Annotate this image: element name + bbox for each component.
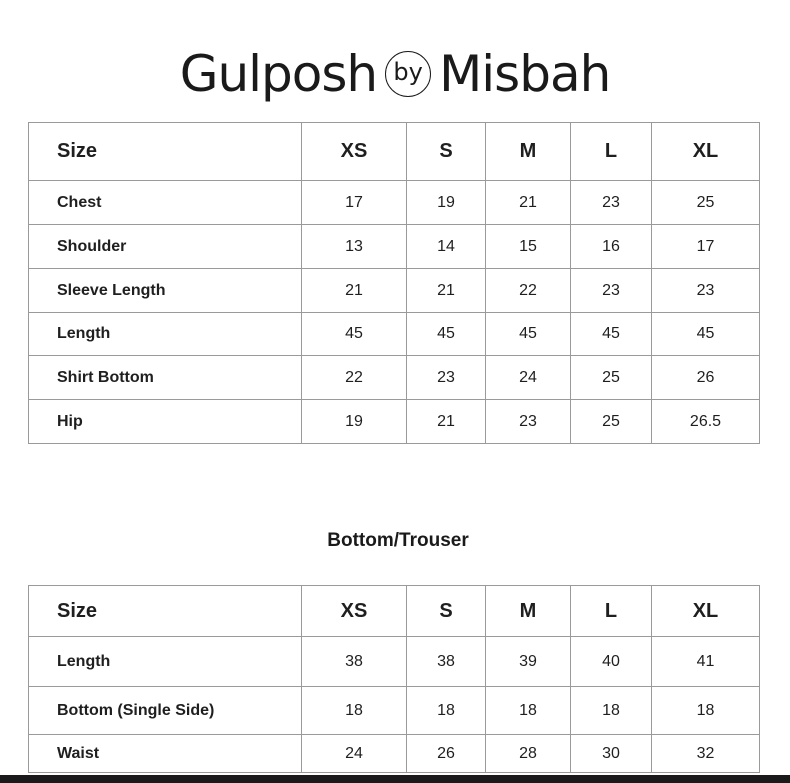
header-cell: L — [571, 123, 652, 181]
table-cell: 14 — [407, 225, 486, 269]
table-cell: 17 — [302, 181, 407, 225]
row-label: Bottom (Single Side) — [29, 687, 302, 735]
table-cell: 13 — [302, 225, 407, 269]
table-cell: 23 — [407, 356, 486, 400]
row-label: Sleeve Length — [29, 269, 302, 313]
row-label: Hip — [29, 400, 302, 444]
table-row — [29, 225, 760, 269]
table-row — [29, 269, 760, 313]
row-label: Shirt Bottom — [29, 356, 302, 400]
table-cell: 17 — [652, 225, 760, 269]
brand-by-badge — [385, 51, 431, 97]
row-label: Length — [29, 637, 302, 687]
header-cell: Size — [29, 123, 302, 181]
table-header-row — [29, 586, 760, 637]
row-label: Shoulder — [29, 225, 302, 269]
table-cell: 26 — [652, 356, 760, 400]
brand-by-text: by — [393, 58, 423, 86]
header-cell: M — [486, 586, 571, 637]
table-row — [29, 687, 760, 735]
table-row — [29, 400, 760, 444]
row-label: Length — [29, 313, 302, 356]
table-cell: 23 — [571, 181, 652, 225]
table-cell: 41 — [652, 637, 760, 687]
table-cell: 22 — [302, 356, 407, 400]
table-row — [29, 181, 760, 225]
header-cell: Size — [29, 586, 302, 637]
table-cell: 18 — [407, 687, 486, 735]
header-cell: XS — [302, 123, 407, 181]
table-cell: 18 — [652, 687, 760, 735]
table-cell: 23 — [652, 269, 760, 313]
table-cell: 19 — [302, 400, 407, 444]
table-cell: 18 — [571, 687, 652, 735]
table-cell: 26 — [407, 735, 486, 773]
brand-logo — [0, 34, 790, 114]
table-cell: 18 — [486, 687, 571, 735]
header-cell: M — [486, 123, 571, 181]
table-cell: 25 — [652, 181, 760, 225]
section-title-bottom-trouser: Bottom/Trouser — [327, 530, 469, 551]
table-cell: 30 — [571, 735, 652, 773]
table-header-row — [29, 123, 760, 181]
table-row — [29, 356, 760, 400]
header-cell: XL — [652, 123, 760, 181]
table-cell: 21 — [407, 269, 486, 313]
table-cell: 18 — [302, 687, 407, 735]
table-cell: 39 — [486, 637, 571, 687]
table-cell: 40 — [571, 637, 652, 687]
table-cell: 25 — [571, 400, 652, 444]
table-cell: 45 — [652, 313, 760, 356]
header-cell: S — [407, 586, 486, 637]
table-cell: 21 — [407, 400, 486, 444]
table-cell: 15 — [486, 225, 571, 269]
brand-name-right: Misbah — [439, 45, 611, 103]
table-row — [29, 735, 760, 773]
table-cell: 21 — [302, 269, 407, 313]
header-cell: S — [407, 123, 486, 181]
table-cell: 23 — [486, 400, 571, 444]
table-cell: 45 — [571, 313, 652, 356]
table-cell: 24 — [302, 735, 407, 773]
table-cell: 23 — [571, 269, 652, 313]
brand-name-left: Gulposh — [179, 45, 378, 103]
table-cell: 25 — [571, 356, 652, 400]
table-row — [29, 637, 760, 687]
table-cell: 28 — [486, 735, 571, 773]
table-cell: 38 — [407, 637, 486, 687]
table-cell: 45 — [486, 313, 571, 356]
table-cell: 26.5 — [652, 400, 760, 444]
table-cell: 45 — [302, 313, 407, 356]
table-cell: 21 — [486, 181, 571, 225]
table-row — [29, 313, 760, 356]
row-label: Waist — [29, 735, 302, 773]
header-cell: XS — [302, 586, 407, 637]
table-cell: 45 — [407, 313, 486, 356]
header-cell: L — [571, 586, 652, 637]
row-label: Chest — [29, 181, 302, 225]
top-size-table — [28, 122, 760, 444]
bottom-bar — [0, 775, 790, 783]
table-cell: 19 — [407, 181, 486, 225]
table-cell: 24 — [486, 356, 571, 400]
table-cell: 38 — [302, 637, 407, 687]
table-cell: 16 — [571, 225, 652, 269]
table-cell: 22 — [486, 269, 571, 313]
header-cell: XL — [652, 586, 760, 637]
bottom-size-table — [28, 585, 760, 773]
table-cell: 32 — [652, 735, 760, 773]
